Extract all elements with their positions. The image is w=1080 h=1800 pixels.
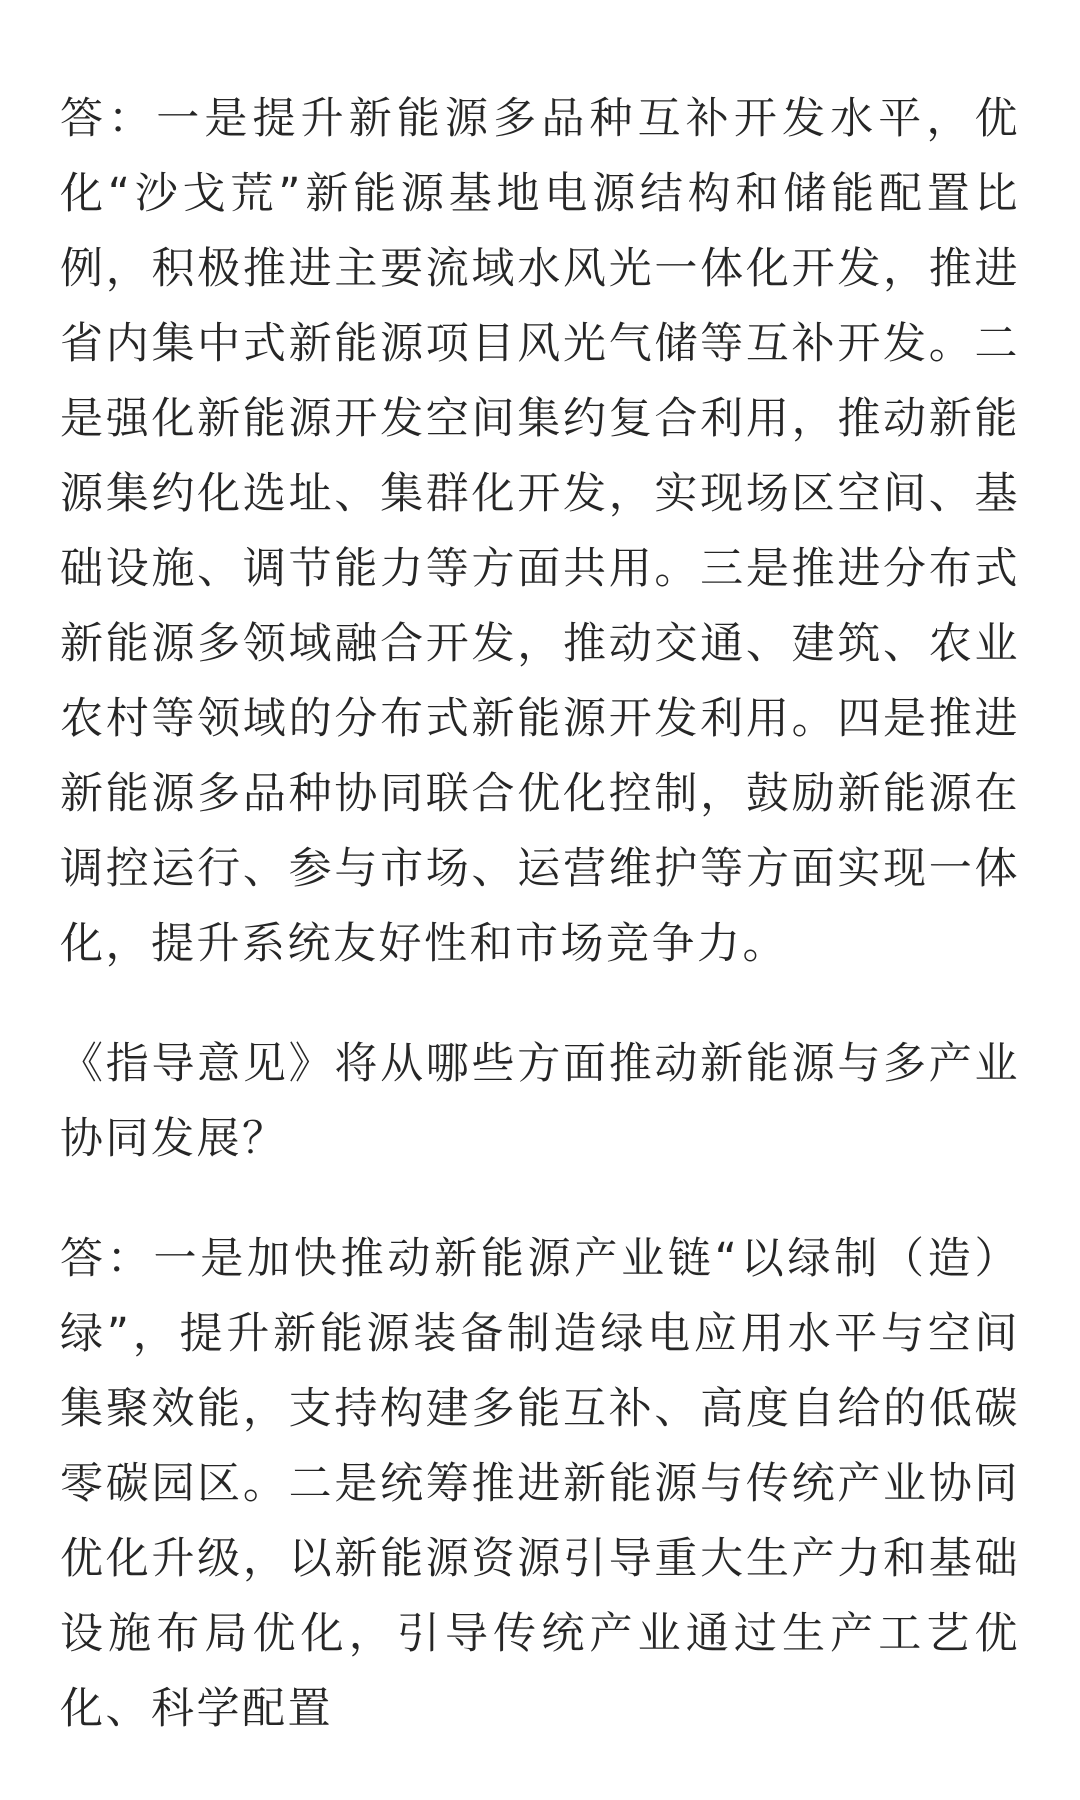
article-body [60, 82, 1020, 1792]
question-paragraph: 《指导意见》将从哪些方面推动新能源与多产业协同发展？ [60, 1039, 1020, 1164]
answer-paragraph-1: 答：一是提升新能源多品种互补开发水平，优化“沙戈荒”新能源基地电源结构和储能配置比例，积极推进主要流域水风光一体化开发，推进省内集中式新能源项目风光气储等互补开发。二是强化新能源开发空间集约复合利用，推动新能源集约化选址、集群化开发，实现场区空间、基础设施、调节能力等方面共用。三是推进分布式新能源多领域融合开发，推动交通、建筑、农业农村等领域的分布式新能源开发利用。四是推进新能源多品种协同联合优化控制，鼓励新能源在调控运行、参与市场、运营维护等方面实现一体化，提升系统友好性和市场竞争力。 [60, 94, 1020, 969]
answer-paragraph-2: 答：一是加快推动新能源产业链“以绿制（造）绿”，提升新能源装备制造绿电应用水平与空间集聚效能，支持构建多能互补、高度自给的低碳零碳园区。二是统筹推进新能源与传统产业协同优化升级，以新能源资源引导重大生产力和基础设施布局优化，引导传统产业通过生产工艺优化、科学配置 [60, 1234, 1020, 1734]
